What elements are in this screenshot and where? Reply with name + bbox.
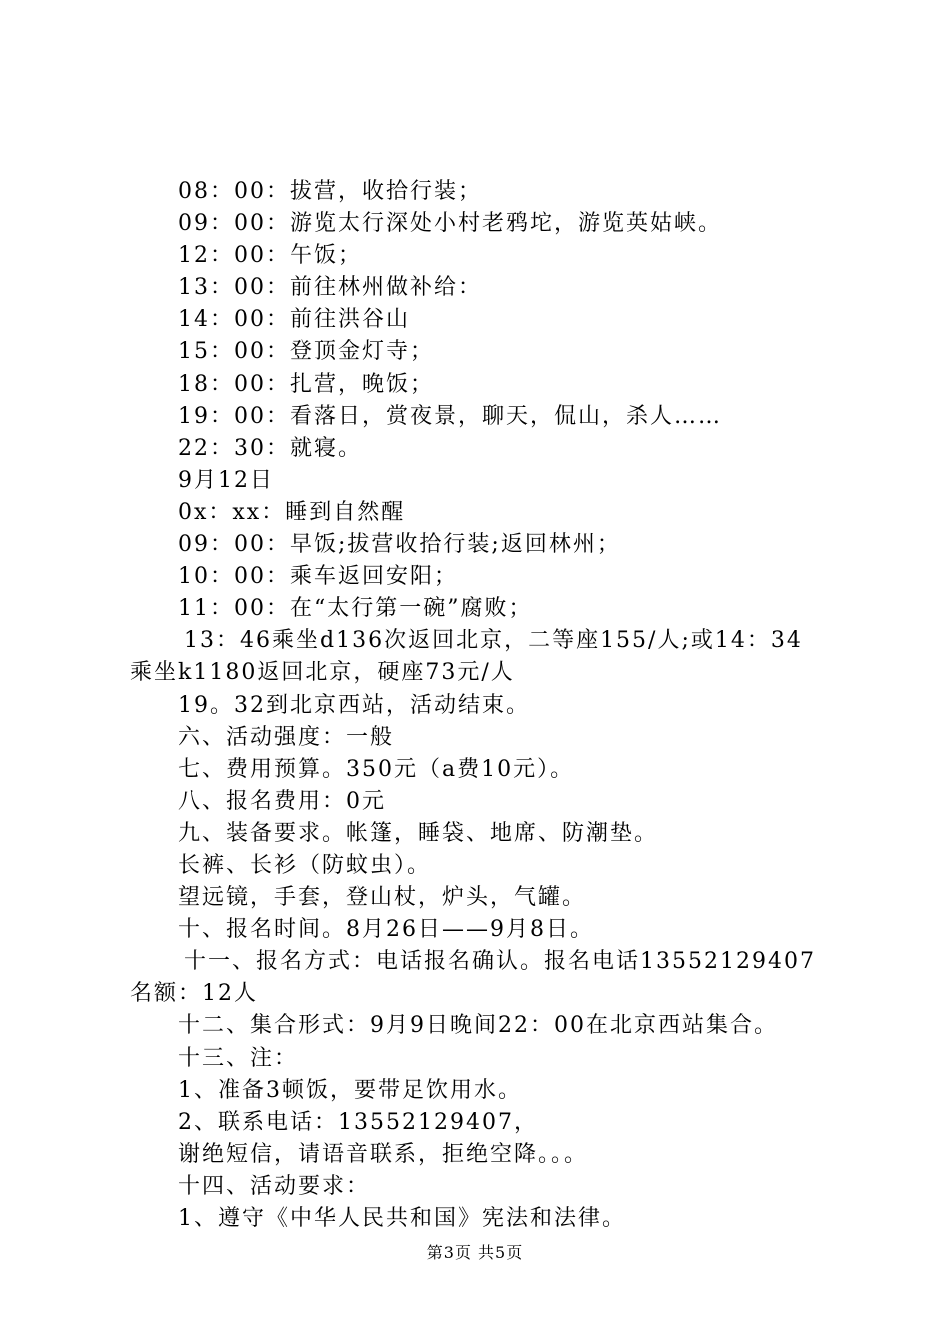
requirement-law: 1、遵守《中华人民共和国》宪法和法律。 [178, 1206, 626, 1231]
quota-line: 名额：12人 [130, 981, 258, 1007]
section-intensity: 六、活动强度：一般 [178, 724, 395, 750]
section-equipment: 九、装备要求。帐篷，睡袋、地席、防潮垫。 [178, 820, 659, 846]
note-meals: 1、准备3顿饭，要带足饮用水。 [178, 1077, 522, 1103]
schedule-line-0900: 09：00：游览太行深处小村老鸦坨，游览英姑峡。 [178, 211, 722, 237]
document-body [130, 176, 840, 1235]
section-requirements: 十四、活动要求： [178, 1173, 371, 1199]
section-assembly: 十二、集合形式：9月9日晚间22：00在北京西站集合。 [178, 1013, 778, 1039]
train-info-line-2: 乘坐k1180返回北京，硬座73元/人 [130, 660, 515, 686]
page-number-footer: 第3页 共5页 [426, 1243, 524, 1262]
schedule-line-1300: 13：00：前往林州做补给： [178, 275, 482, 301]
schedule-line-1800: 18：00：扎营，晚饭； [178, 371, 434, 397]
schedule-line-1500: 15：00：登顶金灯寺； [178, 339, 434, 365]
schedule-line-wakeup: 0x：xx：睡到自然醒 [178, 499, 406, 525]
schedule-line-1000: 10：00：乘车返回安阳； [178, 564, 458, 590]
arrival-line: 19。32到北京西站，活动结束。 [178, 692, 530, 718]
section-signup-method: 十一、报名方式：电话报名确认。报名电话13552129407 [184, 949, 816, 975]
schedule-line-1400: 14：00：前往洪谷山 [178, 307, 410, 333]
section-signup-time: 十、报名时间。8月26日——9月8日。 [178, 917, 594, 943]
schedule-line-0900-day2: 09：00：早饭;拔营收拾行装;返回林州； [178, 532, 621, 558]
date-heading: 9月12日 [178, 467, 274, 493]
schedule-line-2230: 22：30：就寝。 [178, 435, 362, 461]
equipment-gear: 望远镜，手套，登山杖，炉头，气罐。 [178, 885, 587, 911]
section-notes: 十三、注： [178, 1045, 299, 1071]
schedule-line-0800: 08：00：拔营，收拾行装； [178, 179, 482, 204]
note-contact: 2、联系电话：13552129407， [178, 1109, 538, 1135]
schedule-line-1200: 12：00：午饭； [178, 243, 362, 269]
schedule-line-1100: 11：00：在“太行第一碗”腐败； [178, 596, 533, 622]
train-info-line-1: 13：46乘坐d136次返回北京，二等座155/人;或14：34 [184, 628, 803, 654]
section-budget: 七、费用预算。350元（a费10元）。 [178, 756, 575, 782]
note-no-sms: 谢绝短信，请语音联系，拒绝空降。。。 [178, 1141, 589, 1167]
schedule-line-1900: 19：00：看落日，赏夜景，聊天，侃山，杀人…… [178, 403, 722, 429]
equipment-clothing: 长裤、长衫（防蚊虫）。 [178, 852, 432, 878]
section-signup-fee: 八、报名费用：0元 [178, 788, 386, 814]
